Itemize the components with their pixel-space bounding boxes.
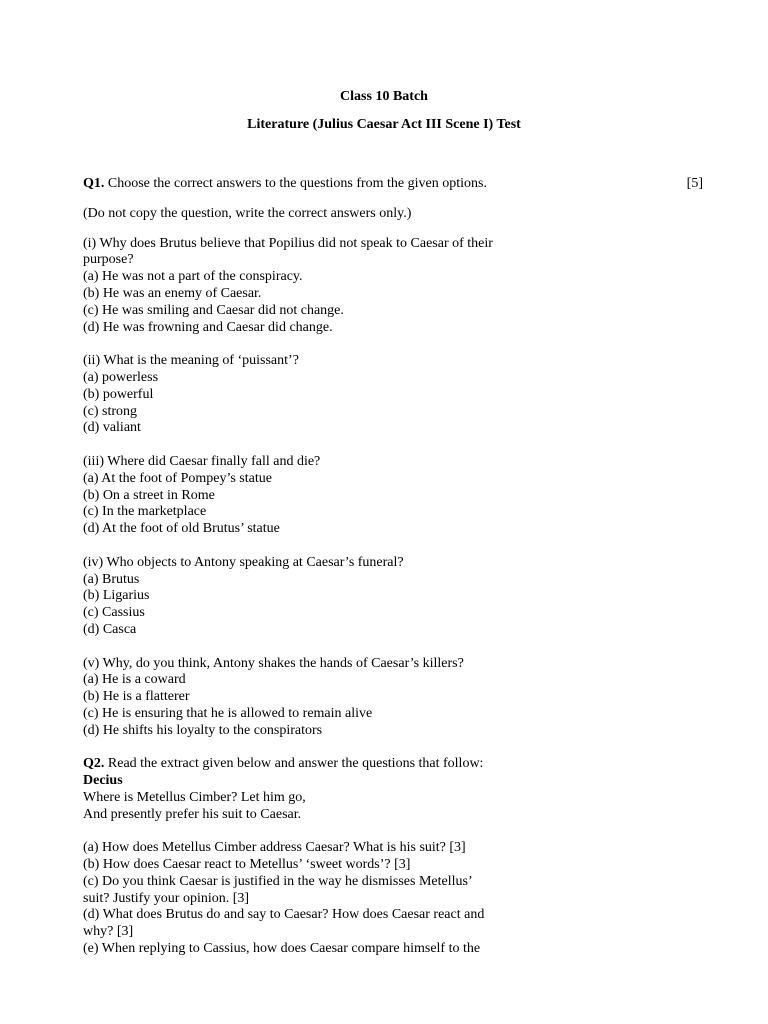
extract-line: And presently prefer his suit to Caesar. (83, 806, 302, 822)
option: (c) He was smiling and Caesar did not change. (83, 302, 344, 318)
q2-question: suit? Justify your opinion. [3] (83, 890, 250, 906)
q1-heading (83, 176, 703, 193)
option: (d) He shifts his loyalty to the conspirators (83, 722, 323, 738)
option: (c) He is ensuring that he is allowed to remain alive (83, 705, 373, 721)
document-subtitle: Literature (Julius Caesar Act III Scene I) Test (247, 117, 521, 132)
q2-speaker (83, 773, 703, 790)
q1-text: Choose the correct answers to the questions from the given options. (104, 176, 487, 191)
question-item (83, 236, 703, 337)
document-title: Class 10 Batch (340, 89, 428, 104)
option: (c) Cassius (83, 605, 145, 621)
option: (c) strong (83, 403, 138, 419)
question-text: (iii) Where did Caesar finally fall and die? (83, 453, 321, 469)
question-text: purpose? (83, 252, 134, 268)
question-text: (v) Why, do you think, Antony shakes the hands of Caesar’s killers? (83, 655, 464, 671)
option: (b) powerful (83, 386, 154, 402)
q2-question: (b) How does Caesar react to Metellus’ ‘sweet words’? [3] (83, 857, 411, 873)
speaker-name: Decius (83, 773, 123, 789)
option: (d) At the foot of old Brutus’ statue (83, 521, 280, 537)
option: (c) In the marketplace (83, 504, 207, 520)
q2-question: (d) What does Brutus do and say to Caesar? How does Caesar react and (83, 907, 485, 923)
q2-question: why? [3] (83, 924, 134, 940)
question-item (83, 656, 703, 740)
question-text: (iv) Who objects to Antony speaking at Caesar’s funeral? (83, 554, 404, 570)
option: (d) valiant (83, 420, 141, 436)
option: (a) At the foot of Pompey’s statue (83, 470, 272, 486)
q2-heading (83, 756, 703, 773)
option: (d) Casca (83, 621, 137, 637)
q1-marks: [5] (686, 176, 703, 191)
option: (a) He is a coward (83, 672, 186, 688)
test-content (83, 176, 703, 958)
option: (b) On a street in Rome (83, 487, 215, 503)
question-text: (i) Why does Brutus believe that Popilius did not speak to Caesar of their (83, 235, 493, 251)
option: (b) He was an enemy of Caesar. (83, 285, 262, 301)
question-item (83, 454, 703, 538)
option: (a) powerless (83, 369, 159, 385)
question-text: (ii) What is the meaning of ‘puissant’? (83, 353, 299, 369)
question-item (83, 353, 703, 437)
question-item (83, 555, 703, 639)
q2-text: Read the extract given below and answer the questions that follow: (104, 756, 484, 772)
option: (a) He was not a part of the conspiracy. (83, 269, 303, 285)
q2-question: (c) Do you think Caesar is justified in the way he dismisses Metellus’ (83, 873, 473, 889)
q2-question: (e) When replying to Cassius, how does Caesar compare himself to the (83, 941, 481, 957)
option: (b) Ligarius (83, 588, 150, 604)
extract-line: Where is Metellus Cimber? Let him go, (83, 789, 306, 805)
option: (a) Brutus (83, 571, 140, 587)
option: (d) He was frowning and Caesar did change. (83, 319, 333, 335)
q2-question: (a) How does Metellus Cimber address Caesar? What is his suit? [3] (83, 840, 466, 856)
q2-label: Q2. (83, 756, 105, 772)
q1-label: Q1. (83, 176, 105, 191)
option: (b) He is a flatterer (83, 689, 190, 705)
q1-instruction: (Do not copy the question, write the correct answers only.) (83, 205, 412, 221)
